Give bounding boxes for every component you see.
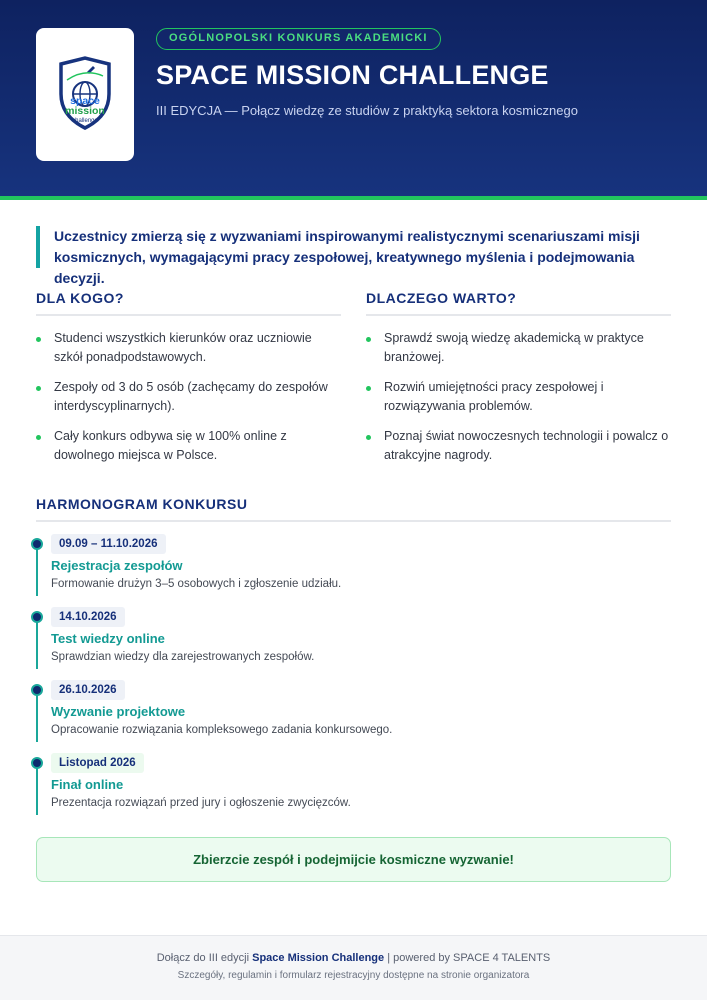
bullet-dot-icon — [366, 386, 371, 391]
list-item-text: Poznaj świat nowoczesnych technologii i powalcz o atrakcyjne nagrody. — [384, 429, 669, 462]
header-accent-stripe — [0, 196, 707, 200]
why-heading: DLACZEGO WARTO? — [366, 290, 671, 316]
bullet-dot-icon — [36, 337, 41, 342]
timeline-event — [36, 680, 671, 753]
intro-callout — [36, 226, 676, 286]
timeline-event — [36, 607, 671, 680]
list-item — [36, 427, 341, 465]
contest-type-badge: OGÓLNOPOLSKI KONKURS AKADEMICKI — [156, 28, 441, 50]
list-item — [366, 427, 671, 465]
footer-prefix: Dołącz do III edycji — [156, 952, 253, 964]
timeline-dot-icon — [31, 684, 43, 696]
list-item-text: Cały konkurs odbywa się w 100% online z dowolnego miejsca w Polsce. — [54, 429, 287, 462]
bullet-dot-icon — [366, 337, 371, 342]
bullet-dot-icon — [366, 435, 371, 440]
list-item-text: Sprawdź swoją wiedzę akademicką w praktyce branżowej. — [384, 331, 644, 364]
footer-line-1 — [0, 952, 707, 964]
schedule-heading: HARMONOGRAM KONKURSU — [36, 496, 671, 522]
event-description: Sprawdzian wiedzy dla zarejestrowanych zespołów. — [51, 651, 315, 663]
schedule-timeline — [36, 534, 671, 826]
timeline-event — [36, 753, 671, 826]
for-whom-heading: DLA KOGO? — [36, 290, 341, 316]
event-name: Wyzwanie projektowe — [51, 704, 186, 719]
timeline-dot-icon — [31, 757, 43, 769]
footer-line-2: Szczegóły, regulamin i formularz rejestracyjny dostępne na stronie organizatora — [177, 970, 530, 981]
list-item — [366, 378, 671, 416]
timeline-event — [36, 534, 671, 607]
event-description: Formowanie drużyn 3–5 osobowych i zgłoszenie udziału. — [51, 578, 342, 590]
timeline-line — [36, 761, 38, 815]
timeline-dot-icon — [31, 538, 43, 550]
event-date: Listopad 2026 — [51, 753, 144, 773]
list-item-text: Zespoły od 3 do 5 osób (zachęcamy do zespołów interdyscyplinarnych). — [54, 380, 328, 413]
event-date: 14.10.2026 — [51, 607, 125, 627]
why-section — [366, 290, 671, 476]
event-date: 26.10.2026 — [51, 680, 125, 700]
timeline-line — [36, 615, 38, 669]
footer-powered-by: | powered by SPACE 4 TALENTS — [384, 952, 551, 964]
why-list — [366, 329, 671, 465]
event-name: Test wiedzy online — [51, 631, 165, 646]
timeline-line — [36, 542, 38, 596]
event-description: Prezentacja rozwiązań przed jury i ogłoszenie zwycięzców. — [51, 797, 351, 809]
timeline-dot-icon — [31, 611, 43, 623]
footer-event-name: Space Mission Challenge — [252, 952, 385, 964]
logo-word-mission: mission — [65, 105, 105, 117]
list-item-text: Studenci wszystkich kierunków oraz uczniowie szkół ponadpodstawowych. — [54, 331, 312, 364]
call-to-action-box: Zbierzcie zespół i podejmijcie kosmiczne wyzwanie! — [36, 837, 671, 882]
space-mission-logo-icon — [53, 54, 117, 146]
logo-word-challenge: challenge — [72, 118, 98, 124]
bullet-dot-icon — [36, 435, 41, 440]
for-whom-list — [36, 329, 341, 465]
page-title: SPACE MISSION CHALLENGE — [156, 60, 549, 90]
list-item-text: Rozwiń umiejętności pracy zespołowej i rozwiązywania problemów. — [384, 380, 604, 413]
timeline-line — [36, 688, 38, 742]
event-name: Finał online — [51, 777, 124, 792]
bullet-dot-icon — [36, 386, 41, 391]
list-item — [36, 378, 341, 416]
logo-word-space: space — [70, 95, 100, 107]
page-subtitle: III EDYCJA — Połącz wiedzę ze studiów z praktyką sektora kosmicznego — [156, 103, 578, 118]
event-name: Rejestracja zespołów — [51, 558, 183, 573]
event-date: 09.09 – 11.10.2026 — [51, 534, 166, 554]
intro-text: Uczestnicy zmierzą się z wyzwaniami inspirowanymi realistycznymi scenariuszami misji kosmicznych, wymagającymi pracy zespołowej, kreatywnego myślenia i podejmowania decyzji. — [54, 228, 640, 286]
list-item — [366, 329, 671, 367]
for-whom-section — [36, 290, 341, 476]
footer — [0, 935, 707, 1000]
logo-card — [36, 28, 134, 161]
event-description: Opracowanie rozwiązania kompleksowego zadania konkursowego. — [51, 724, 393, 736]
list-item — [36, 329, 341, 367]
